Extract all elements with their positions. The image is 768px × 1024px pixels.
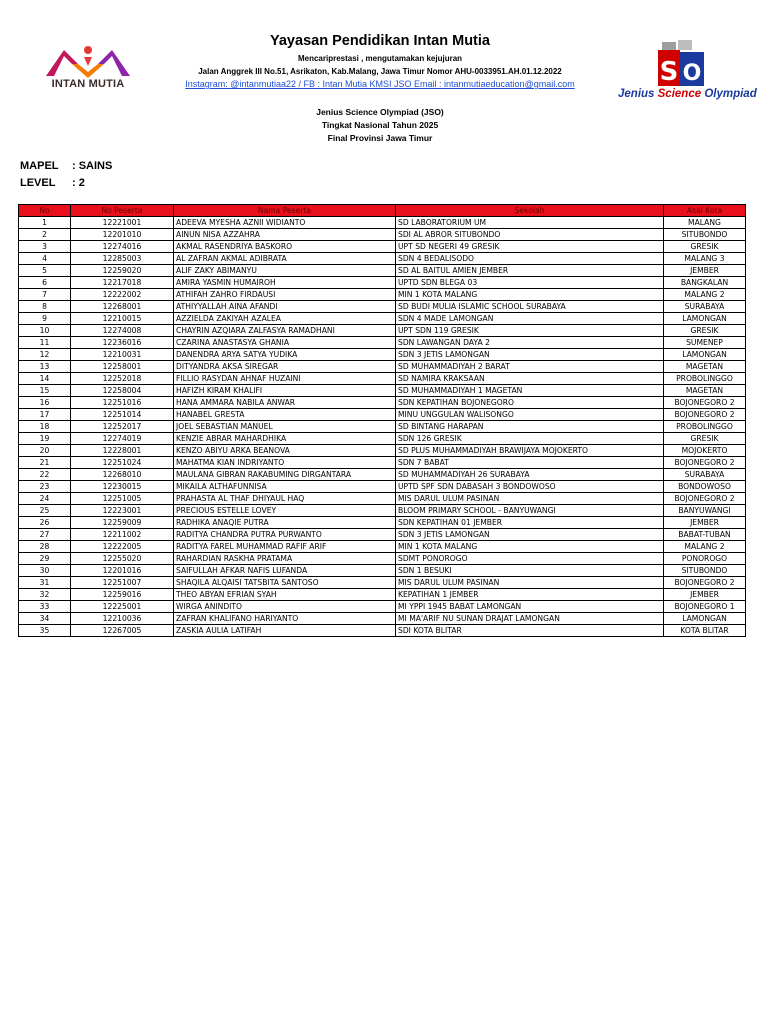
row-number: 20 — [19, 445, 71, 457]
city-name: BOJONEGORO 2 — [664, 577, 746, 589]
svg-text:S: S — [659, 57, 679, 87]
participant-number: 12252017 — [71, 421, 174, 433]
row-number: 30 — [19, 565, 71, 577]
school-name: SDN KEPATIHAN BOJONEGORO — [396, 397, 664, 409]
row-number: 1 — [19, 217, 71, 229]
school-name: SDN 1 BESUKI — [396, 565, 664, 577]
participant-name: SHAQILA ALQAISI TATSBITA SANTOSO — [174, 577, 396, 589]
event-level: Tingkat Nasional Tahun 2025 — [321, 120, 439, 130]
table-row — [19, 625, 746, 637]
table-row — [19, 469, 746, 481]
row-number: 32 — [19, 589, 71, 601]
school-name: SDN 3 JETIS LAMONGAN — [396, 349, 664, 361]
participant-name: ZASKIA AULIA LATIFAH — [174, 625, 396, 637]
school-name: SD BUDI MULIA ISLAMIC SCHOOL SURABAYA — [396, 301, 664, 313]
city-name: BONDOWOSO — [664, 481, 746, 493]
table-row — [19, 481, 746, 493]
city-name: GRESIK — [664, 433, 746, 445]
city-name: BOJONEGORO 2 — [664, 409, 746, 421]
table-row — [19, 241, 746, 253]
row-number: 15 — [19, 385, 71, 397]
organization-title: Yayasan Pendidikan Intan Mutia — [270, 33, 490, 49]
participant-number: 12222005 — [71, 541, 174, 553]
row-number: 23 — [19, 481, 71, 493]
subject-value: : SAINS — [72, 160, 113, 172]
row-number: 26 — [19, 517, 71, 529]
city-name: MALANG 2 — [664, 289, 746, 301]
row-number: 17 — [19, 409, 71, 421]
school-name: SDI AL ABROR SITUBONDO — [396, 229, 664, 241]
school-name: SD LABORATORIUM UM — [396, 217, 664, 229]
participant-number: 12251016 — [71, 397, 174, 409]
document-header — [0, 0, 768, 150]
participant-name: ZAFRAN KHALIFANO HARIYANTO — [174, 613, 396, 625]
table-row — [19, 277, 746, 289]
row-number: 3 — [19, 241, 71, 253]
jso-logo — [618, 40, 757, 106]
city-name: LAMONGAN — [664, 349, 746, 361]
participant-name: CHAYRIN AZQIARA ZALFASYA RAMADHANI — [174, 325, 396, 337]
participant-number: 12285003 — [71, 253, 174, 265]
school-name: SDN 7 BABAT — [396, 457, 664, 469]
school-name: SDN 4 MADE LAMONGAN — [396, 313, 664, 325]
school-name: SD MUHAMMADIYAH 2 BARAT — [396, 361, 664, 373]
row-number: 8 — [19, 301, 71, 313]
table-row — [19, 397, 746, 409]
participant-number: 12251005 — [71, 493, 174, 505]
table-row — [19, 229, 746, 241]
table-row — [19, 301, 746, 313]
participant-number: 12268001 — [71, 301, 174, 313]
participant-name: SAIFULLAH AFKAR NAFIS LUFANDA — [174, 565, 396, 577]
column-header-participant-name: Nama Peserta — [174, 205, 396, 217]
participant-name: RADITYA FAREL MUHAMMAD RAFIF ARIF — [174, 541, 396, 553]
column-header-city: Asal Kota — [664, 205, 746, 217]
organization-address: Jalan Anggrek III No.51, Asrikaton, Kab.Malang, Jawa Timur Nomor AHU-0033951.AH.01.12.2022 — [198, 67, 562, 76]
school-name: SD PLUS MUHAMMADIYAH BRAWIJAYA MOJOKERTO — [396, 445, 664, 457]
participant-number: 12201016 — [71, 565, 174, 577]
participant-name: AMIRA YASMIN HUMAIROH — [174, 277, 396, 289]
participant-number: 12223001 — [71, 505, 174, 517]
level-value: : 2 — [72, 177, 85, 189]
school-name: SD MUHAMMADIYAH 1 MAGETAN — [396, 385, 664, 397]
participant-number: 12255020 — [71, 553, 174, 565]
school-name: UPT SD NEGERI 49 GRESIK — [396, 241, 664, 253]
row-number: 5 — [19, 265, 71, 277]
table-row — [19, 313, 746, 325]
participant-number: 12230015 — [71, 481, 174, 493]
table-row — [19, 421, 746, 433]
city-name: MALANG 3 — [664, 253, 746, 265]
city-name: BOJONEGORO 2 — [664, 493, 746, 505]
table-row — [19, 505, 746, 517]
school-name: SDN 3 JETIS LAMONGAN — [396, 529, 664, 541]
school-name: SDN LAWANGAN DAYA 2 — [396, 337, 664, 349]
row-number: 9 — [19, 313, 71, 325]
participant-name: MAULANA GIBRAN RAKABUMING DIRGANTARA — [174, 469, 396, 481]
row-number: 16 — [19, 397, 71, 409]
participant-name: AKMAL RASENDRIYA BASKORO — [174, 241, 396, 253]
city-name: GRESIK — [664, 325, 746, 337]
table-row — [19, 349, 746, 361]
row-number: 6 — [19, 277, 71, 289]
participant-name: HANA AMMARA NABILA ANWAR — [174, 397, 396, 409]
participant-name: PRAHASTA AL THAF DHIYAUL HAQ — [174, 493, 396, 505]
participant-number: 12201010 — [71, 229, 174, 241]
participant-name: JOEL SEBASTIAN MANUEL — [174, 421, 396, 433]
table-row — [19, 325, 746, 337]
participant-name: RADITYA CHANDRA PUTRA PURWANTO — [174, 529, 396, 541]
participant-number: 12251024 — [71, 457, 174, 469]
participant-name: AINUN NISA AZZAHRA — [174, 229, 396, 241]
table-row — [19, 613, 746, 625]
intan-mutia-wordmark: INTAN MUTIA — [51, 78, 125, 90]
row-number: 13 — [19, 361, 71, 373]
city-name: BOJONEGORO 2 — [664, 397, 746, 409]
table-row — [19, 457, 746, 469]
participant-name: CZARINA ANASTASYA GHANIA — [174, 337, 396, 349]
table-row — [19, 601, 746, 613]
row-number: 22 — [19, 469, 71, 481]
table-row — [19, 517, 746, 529]
column-header-participant-number: No Peserta — [71, 205, 174, 217]
row-number: 12 — [19, 349, 71, 361]
participant-name: KENZO ABIYU ARKA BEANOVA — [174, 445, 396, 457]
participant-name: KENZIE ABRAR MAHARDHIKA — [174, 433, 396, 445]
row-number: 21 — [19, 457, 71, 469]
participant-number: 12274019 — [71, 433, 174, 445]
column-header-no: No — [19, 205, 71, 217]
participant-number: 12217018 — [71, 277, 174, 289]
table-row — [19, 565, 746, 577]
city-name: MOJOKERTO — [664, 445, 746, 457]
column-header-school: Sekolah — [396, 205, 664, 217]
participant-name: ATHIFAH ZAHRO FIRDAUSI — [174, 289, 396, 301]
table-row — [19, 253, 746, 265]
school-name: MIN 1 KOTA MALANG — [396, 541, 664, 553]
row-number: 2 — [19, 229, 71, 241]
city-name: MALANG — [664, 217, 746, 229]
school-name: SD BINTANG HARAPAN — [396, 421, 664, 433]
participant-name: MAHATMA KIAN INDRIYANTO — [174, 457, 396, 469]
school-name: SDI KOTA BLITAR — [396, 625, 664, 637]
participant-number: 12211002 — [71, 529, 174, 541]
row-number: 7 — [19, 289, 71, 301]
city-name: BANGKALAN — [664, 277, 746, 289]
participant-name: ATHIYYALLAH AINA AFANDI — [174, 301, 396, 313]
row-number: 31 — [19, 577, 71, 589]
participant-number: 12225001 — [71, 601, 174, 613]
city-name: GRESIK — [664, 241, 746, 253]
school-name: MIS DARUL ULUM PASINAN — [396, 493, 664, 505]
participant-name: DANENDRA ARYA SATYA YUDIKA — [174, 349, 396, 361]
participant-table — [18, 204, 746, 637]
school-name: SDMT PONOROGO — [396, 553, 664, 565]
school-name: SD NAMIRA KRAKSAAN — [396, 373, 664, 385]
table-row — [19, 433, 746, 445]
row-number: 35 — [19, 625, 71, 637]
school-name: SD AL BAITUL AMIEN JEMBER — [396, 265, 664, 277]
row-number: 34 — [19, 613, 71, 625]
participant-number: 12267005 — [71, 625, 174, 637]
participant-number: 12259009 — [71, 517, 174, 529]
city-name: PROBOLINGGO — [664, 421, 746, 433]
city-name: KOTA BLITAR — [664, 625, 746, 637]
school-name: UPTD SDN BLEGA 03 — [396, 277, 664, 289]
level-label: LEVEL — [20, 177, 56, 189]
participant-number: 12259016 — [71, 589, 174, 601]
participant-number: 12251007 — [71, 577, 174, 589]
participant-number: 12210031 — [71, 349, 174, 361]
table-row — [19, 265, 746, 277]
school-name: BLOOM PRIMARY SCHOOL - BANYUWANGI — [396, 505, 664, 517]
event-stage: Final Provinsi Jawa Timur — [327, 133, 433, 143]
school-name: MINU UNGGULAN WALISONGO — [396, 409, 664, 421]
row-number: 14 — [19, 373, 71, 385]
table-row — [19, 385, 746, 397]
participant-number: 12259020 — [71, 265, 174, 277]
participant-number: 12222002 — [71, 289, 174, 301]
row-number: 18 — [19, 421, 71, 433]
participant-number: 12274008 — [71, 325, 174, 337]
city-name: JEMBER — [664, 265, 746, 277]
school-name: SD MUHAMMADIYAH 26 SURABAYA — [396, 469, 664, 481]
city-name: LAMONGAN — [664, 313, 746, 325]
school-name: MIS DARUL ULUM PASINAN — [396, 577, 664, 589]
participant-name: FILLIO RASYDAN AHNAF HUZAINI — [174, 373, 396, 385]
table-row — [19, 553, 746, 565]
city-name: MALANG 2 — [664, 541, 746, 553]
city-name: PONOROGO — [664, 553, 746, 565]
participant-name: MIKAILA ALTHAFUNNISA — [174, 481, 396, 493]
participant-name: AL ZAFRAN AKMAL ADIBRATA — [174, 253, 396, 265]
jso-wordmark-science: Science — [657, 88, 702, 100]
city-name: LAMONGAN — [664, 613, 746, 625]
participant-name: HANABEL GRESTA — [174, 409, 396, 421]
jso-wordmark-jenius: Jenius — [618, 88, 658, 100]
participant-name: ADEEVA MYESHA AZNII WIDIANTO — [174, 217, 396, 229]
participant-name: DITYANDRA AKSA SIREGAR — [174, 361, 396, 373]
row-number: 24 — [19, 493, 71, 505]
event-title: Jenius Science Olympiad (JSO) — [316, 107, 444, 117]
row-number: 33 — [19, 601, 71, 613]
school-name: SDN 4 BEDALISODO — [396, 253, 664, 265]
table-row — [19, 445, 746, 457]
table-row — [19, 577, 746, 589]
organization-tagline: Mencariprestasi , mengutamakan kejujuran — [297, 54, 463, 63]
school-name: SDN 126 GRESIK — [396, 433, 664, 445]
table-row — [19, 529, 746, 541]
participant-number: 12268010 — [71, 469, 174, 481]
city-name: BABAT-TUBAN — [664, 529, 746, 541]
intan-mutia-logo — [38, 44, 138, 94]
jso-emblem-icon — [640, 40, 720, 90]
table-row — [19, 361, 746, 373]
participant-number: 12210015 — [71, 313, 174, 325]
city-name: JEMBER — [664, 517, 746, 529]
city-name: SITUBONDO — [664, 565, 746, 577]
participant-name: RADHIKA ANAQIE PUTRA — [174, 517, 396, 529]
row-number: 25 — [19, 505, 71, 517]
participant-name: HAFIZH KIRAM KHALIFI — [174, 385, 396, 397]
participant-number: 12221001 — [71, 217, 174, 229]
row-number: 19 — [19, 433, 71, 445]
svg-text:O: O — [682, 61, 702, 86]
participant-number: 12258004 — [71, 385, 174, 397]
intan-mutia-emblem-icon — [42, 44, 134, 78]
table-header-row — [19, 205, 746, 217]
participant-number: 12258001 — [71, 361, 174, 373]
city-name: BOJONEGORO 2 — [664, 457, 746, 469]
row-number: 4 — [19, 253, 71, 265]
participant-number: 12274016 — [71, 241, 174, 253]
participant-name: ALIF ZAKY ABIMANYU — [174, 265, 396, 277]
city-name: SUMENEP — [664, 337, 746, 349]
table-body — [19, 217, 746, 637]
table-row — [19, 217, 746, 229]
jso-wordmark — [618, 88, 757, 100]
row-number: 11 — [19, 337, 71, 349]
contact-links[interactable]: Instagram: @intanmutiaa22 / FB : Intan Mutia KMSI JSO Email : intanmutiaeducation@gmail.com — [185, 79, 575, 89]
city-name: MAGETAN — [664, 385, 746, 397]
participant-name: WIRGA ANINDITO — [174, 601, 396, 613]
table-row — [19, 541, 746, 553]
city-name: MAGETAN — [664, 361, 746, 373]
table-row — [19, 409, 746, 421]
jso-wordmark-olympiad: Olympiad — [701, 88, 757, 100]
school-name: SDN KEPATIHAN 01 JEMBER — [396, 517, 664, 529]
participant-name: AZZIELDA ZAKIYAH AZALEA — [174, 313, 396, 325]
table-row — [19, 373, 746, 385]
subject-line — [20, 160, 112, 172]
city-name: SURABAYA — [664, 301, 746, 313]
city-name: BOJONEGORO 1 — [664, 601, 746, 613]
school-name: MI MA'ARIF NU SUNAN DRAJAT LAMONGAN — [396, 613, 664, 625]
city-name: BANYUWANGI — [664, 505, 746, 517]
level-line — [20, 177, 85, 189]
participant-name: THEO ABYAN EFRIAN SYAH — [174, 589, 396, 601]
participant-name: RAHARDIAN RASKHA PRATAMA — [174, 553, 396, 565]
row-number: 29 — [19, 553, 71, 565]
table-row — [19, 337, 746, 349]
city-name: SURABAYA — [664, 469, 746, 481]
participant-number: 12228001 — [71, 445, 174, 457]
table-row — [19, 589, 746, 601]
school-name: KEPATIHAN 1 JEMBER — [396, 589, 664, 601]
participant-name: PRECIOUS ESTELLE LOVEY — [174, 505, 396, 517]
row-number: 10 — [19, 325, 71, 337]
school-name: UPT SDN 119 GRESIK — [396, 325, 664, 337]
participant-number: 12251014 — [71, 409, 174, 421]
participant-number: 12210036 — [71, 613, 174, 625]
city-name: SITUBONDO — [664, 229, 746, 241]
school-name: MIN 1 KOTA MALANG — [396, 289, 664, 301]
row-number: 27 — [19, 529, 71, 541]
city-name: JEMBER — [664, 589, 746, 601]
school-name: UPTD SPF SDN DABASAH 3 BONDOWOSO — [396, 481, 664, 493]
participant-number: 12236016 — [71, 337, 174, 349]
table-row — [19, 289, 746, 301]
row-number: 28 — [19, 541, 71, 553]
school-name: MI YPPI 1945 BABAT LAMONGAN — [396, 601, 664, 613]
table-row — [19, 493, 746, 505]
subject-label: MAPEL — [20, 160, 59, 172]
city-name: PROBOLINGGO — [664, 373, 746, 385]
participant-number: 12252018 — [71, 373, 174, 385]
